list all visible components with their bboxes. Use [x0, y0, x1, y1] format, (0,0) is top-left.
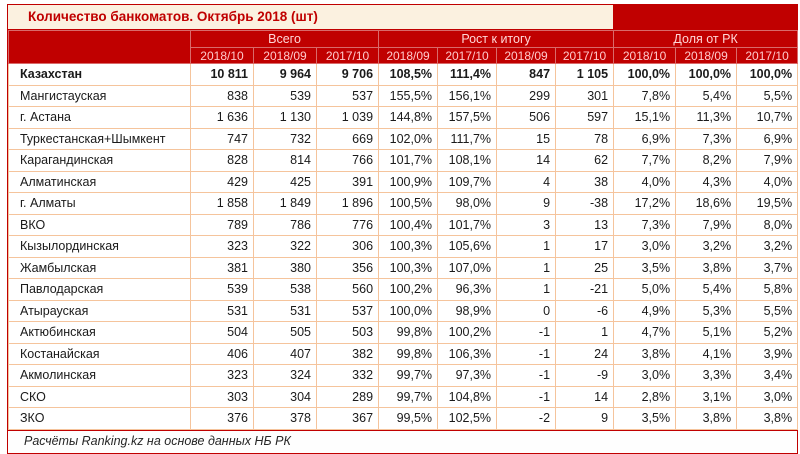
col-header-growth-abs-2017-10: 2017/10	[556, 48, 614, 64]
value-cell: 4,0%	[737, 171, 798, 193]
value-cell: 1	[497, 279, 556, 301]
source-note: Расчёты Ranking.kz на основе данных НБ РК	[8, 430, 797, 453]
value-cell: 332	[317, 365, 379, 387]
value-cell: -6	[556, 300, 614, 322]
value-cell: 98,9%	[438, 300, 497, 322]
value-cell: 15,1%	[614, 107, 676, 129]
value-cell: 108,1%	[438, 150, 497, 172]
value-cell: 3,3%	[676, 365, 737, 387]
value-cell: 537	[317, 300, 379, 322]
value-cell: 9 706	[317, 64, 379, 86]
value-cell: 503	[317, 322, 379, 344]
value-cell: 13	[556, 214, 614, 236]
value-cell: 100,5%	[379, 193, 438, 215]
value-cell: 11,3%	[676, 107, 737, 129]
value-cell: 7,9%	[737, 150, 798, 172]
region-name: г. Астана	[9, 107, 191, 129]
value-cell: 25	[556, 257, 614, 279]
value-cell: 1 105	[556, 64, 614, 86]
value-cell: 531	[191, 300, 254, 322]
value-cell: 100,9%	[379, 171, 438, 193]
value-cell: 5,4%	[676, 85, 737, 107]
value-cell: -2	[497, 408, 556, 430]
value-cell: 1 858	[191, 193, 254, 215]
value-cell: 100,3%	[379, 236, 438, 258]
region-name: Алматинская	[9, 171, 191, 193]
value-cell: 3,8%	[737, 408, 798, 430]
atm-report-table	[7, 4, 798, 454]
value-cell: -1	[497, 386, 556, 408]
value-cell: 380	[254, 257, 317, 279]
value-cell: 144,8%	[379, 107, 438, 129]
value-cell: 847	[497, 64, 556, 86]
value-cell: 5,5%	[737, 85, 798, 107]
value-cell: 7,9%	[676, 214, 737, 236]
value-cell: 425	[254, 171, 317, 193]
value-cell: 100,0%	[614, 64, 676, 86]
table-row	[9, 300, 798, 322]
value-cell: 3,9%	[737, 343, 798, 365]
value-cell: 747	[191, 128, 254, 150]
value-cell: 391	[317, 171, 379, 193]
value-cell: 157,5%	[438, 107, 497, 129]
table-row	[9, 408, 798, 430]
value-cell: 7,3%	[676, 128, 737, 150]
value-cell: 323	[191, 365, 254, 387]
value-cell: 24	[556, 343, 614, 365]
value-cell: 6,9%	[614, 128, 676, 150]
table-row	[9, 193, 798, 215]
value-cell: 107,0%	[438, 257, 497, 279]
value-cell: 367	[317, 408, 379, 430]
value-cell: 3,8%	[614, 343, 676, 365]
value-cell: 301	[556, 85, 614, 107]
value-cell: 381	[191, 257, 254, 279]
value-cell: 356	[317, 257, 379, 279]
region-name: Атырауская	[9, 300, 191, 322]
value-cell: 7,7%	[614, 150, 676, 172]
value-cell: -21	[556, 279, 614, 301]
value-cell: 100,4%	[379, 214, 438, 236]
value-cell: 322	[254, 236, 317, 258]
value-cell: 376	[191, 408, 254, 430]
table-row	[9, 85, 798, 107]
col-header-growth-pct-2017-10: 2017/10	[438, 48, 497, 64]
value-cell: 100,2%	[438, 322, 497, 344]
value-cell: 1 849	[254, 193, 317, 215]
value-cell: 100,3%	[379, 257, 438, 279]
header-group-row	[9, 31, 798, 48]
value-cell: -1	[497, 322, 556, 344]
value-cell: 732	[254, 128, 317, 150]
value-cell: 814	[254, 150, 317, 172]
value-cell: 101,7%	[379, 150, 438, 172]
value-cell: 506	[497, 107, 556, 129]
value-cell: 789	[191, 214, 254, 236]
value-cell: 828	[191, 150, 254, 172]
table-row	[9, 279, 798, 301]
table-row	[9, 386, 798, 408]
col-header-share-2018-09: 2018/09	[676, 48, 737, 64]
value-cell: 102,5%	[438, 408, 497, 430]
value-cell: -1	[497, 365, 556, 387]
value-cell: 108,5%	[379, 64, 438, 86]
value-cell: 3,1%	[676, 386, 737, 408]
value-cell: 0	[497, 300, 556, 322]
region-name: Павлодарская	[9, 279, 191, 301]
value-cell: 560	[317, 279, 379, 301]
value-cell: 4,1%	[676, 343, 737, 365]
value-cell: 766	[317, 150, 379, 172]
value-cell: 1	[497, 236, 556, 258]
value-cell: 776	[317, 214, 379, 236]
col-header-share-2017-10: 2017/10	[737, 48, 798, 64]
value-cell: 17,2%	[614, 193, 676, 215]
value-cell: 109,7%	[438, 171, 497, 193]
group-header-total: Всего	[191, 31, 379, 48]
value-cell: 539	[254, 85, 317, 107]
table-row	[9, 257, 798, 279]
table-row	[9, 236, 798, 258]
value-cell: 10 811	[191, 64, 254, 86]
table-row	[9, 322, 798, 344]
value-cell: 17	[556, 236, 614, 258]
value-cell: 8,0%	[737, 214, 798, 236]
value-cell: 1 039	[317, 107, 379, 129]
value-cell: 99,5%	[379, 408, 438, 430]
corner-cell	[9, 31, 191, 64]
value-cell: 3,4%	[737, 365, 798, 387]
value-cell: 4,0%	[614, 171, 676, 193]
value-cell: 9 964	[254, 64, 317, 86]
atm-stats-table	[8, 30, 798, 430]
region-name: Кызылординская	[9, 236, 191, 258]
value-cell: 1 896	[317, 193, 379, 215]
region-name: Мангистауская	[9, 85, 191, 107]
table-row	[9, 343, 798, 365]
value-cell: 9	[497, 193, 556, 215]
title-bar	[8, 5, 797, 30]
value-cell: 1 636	[191, 107, 254, 129]
value-cell: 15	[497, 128, 556, 150]
value-cell: 38	[556, 171, 614, 193]
region-name: Актюбинская	[9, 322, 191, 344]
value-cell: 407	[254, 343, 317, 365]
value-cell: 5,8%	[737, 279, 798, 301]
value-cell: 289	[317, 386, 379, 408]
value-cell: 3,2%	[676, 236, 737, 258]
col-header-total-2018-10: 2018/10	[191, 48, 254, 64]
value-cell: 9	[556, 408, 614, 430]
region-name: СКО	[9, 386, 191, 408]
value-cell: 99,8%	[379, 322, 438, 344]
value-cell: 111,4%	[438, 64, 497, 86]
value-cell: 14	[556, 386, 614, 408]
value-cell: 100,0%	[379, 300, 438, 322]
value-cell: 538	[254, 279, 317, 301]
value-cell: 378	[254, 408, 317, 430]
value-cell: 14	[497, 150, 556, 172]
value-cell: 5,4%	[676, 279, 737, 301]
value-cell: 155,5%	[379, 85, 438, 107]
value-cell: 78	[556, 128, 614, 150]
value-cell: 4,9%	[614, 300, 676, 322]
col-header-total-2018-09: 2018/09	[254, 48, 317, 64]
value-cell: 5,0%	[614, 279, 676, 301]
value-cell: 304	[254, 386, 317, 408]
table-body	[9, 64, 798, 430]
value-cell: 18,6%	[676, 193, 737, 215]
group-header-share: Доля от РК	[614, 31, 798, 48]
value-cell: 96,3%	[438, 279, 497, 301]
table-row	[9, 128, 798, 150]
value-cell: 1 130	[254, 107, 317, 129]
value-cell: 98,0%	[438, 193, 497, 215]
value-cell: 539	[191, 279, 254, 301]
region-name: Карагандинская	[9, 150, 191, 172]
value-cell: 531	[254, 300, 317, 322]
value-cell: 504	[191, 322, 254, 344]
value-cell: 62	[556, 150, 614, 172]
value-cell: 1	[556, 322, 614, 344]
value-cell: 537	[317, 85, 379, 107]
value-cell: 786	[254, 214, 317, 236]
col-header-total-2017-10: 2017/10	[317, 48, 379, 64]
col-header-share-2018-10: 2018/10	[614, 48, 676, 64]
value-cell: 4	[497, 171, 556, 193]
value-cell: 101,7%	[438, 214, 497, 236]
value-cell: 505	[254, 322, 317, 344]
value-cell: 3	[497, 214, 556, 236]
value-cell: 4,7%	[614, 322, 676, 344]
value-cell: 382	[317, 343, 379, 365]
value-cell: 306	[317, 236, 379, 258]
value-cell: 3,5%	[614, 257, 676, 279]
region-name: Акмолинская	[9, 365, 191, 387]
value-cell: 299	[497, 85, 556, 107]
region-name: ЗКО	[9, 408, 191, 430]
region-name: ВКО	[9, 214, 191, 236]
region-name: Казахстан	[9, 64, 191, 86]
value-cell: 4,3%	[676, 171, 737, 193]
region-name: г. Алматы	[9, 193, 191, 215]
value-cell: 5,5%	[737, 300, 798, 322]
table-row	[9, 64, 798, 86]
table-row	[9, 150, 798, 172]
value-cell: 5,1%	[676, 322, 737, 344]
value-cell: 669	[317, 128, 379, 150]
group-header-growth: Рост к итогу	[379, 31, 614, 48]
value-cell: 7,3%	[614, 214, 676, 236]
region-name: Туркестанская+Шымкент	[9, 128, 191, 150]
table-row	[9, 365, 798, 387]
value-cell: -1	[497, 343, 556, 365]
value-cell: 100,0%	[676, 64, 737, 86]
value-cell: 5,3%	[676, 300, 737, 322]
value-cell: 3,5%	[614, 408, 676, 430]
value-cell: -38	[556, 193, 614, 215]
value-cell: 99,7%	[379, 386, 438, 408]
value-cell: 3,8%	[676, 408, 737, 430]
value-cell: 100,0%	[737, 64, 798, 86]
value-cell: 99,7%	[379, 365, 438, 387]
col-header-growth-pct-2018-09: 2018/09	[379, 48, 438, 64]
table-row	[9, 107, 798, 129]
table-row	[9, 171, 798, 193]
col-header-growth-abs-2018-09: 2018/09	[497, 48, 556, 64]
value-cell: 156,1%	[438, 85, 497, 107]
value-cell: 3,0%	[737, 386, 798, 408]
value-cell: 3,7%	[737, 257, 798, 279]
value-cell: 7,8%	[614, 85, 676, 107]
value-cell: 100,2%	[379, 279, 438, 301]
value-cell: 597	[556, 107, 614, 129]
value-cell: 838	[191, 85, 254, 107]
value-cell: -9	[556, 365, 614, 387]
title-bar-red-segment	[613, 5, 797, 29]
value-cell: 19,5%	[737, 193, 798, 215]
table-row	[9, 214, 798, 236]
value-cell: 3,8%	[676, 257, 737, 279]
value-cell: 1	[497, 257, 556, 279]
value-cell: 8,2%	[676, 150, 737, 172]
value-cell: 104,8%	[438, 386, 497, 408]
value-cell: 99,8%	[379, 343, 438, 365]
value-cell: 3,0%	[614, 365, 676, 387]
page-title: Количество банкоматов. Октябрь 2018 (шт)	[8, 5, 613, 29]
value-cell: 3,2%	[737, 236, 798, 258]
value-cell: 106,3%	[438, 343, 497, 365]
value-cell: 429	[191, 171, 254, 193]
region-name: Костанайская	[9, 343, 191, 365]
value-cell: 5,2%	[737, 322, 798, 344]
region-name: Жамбылская	[9, 257, 191, 279]
value-cell: 324	[254, 365, 317, 387]
value-cell: 10,7%	[737, 107, 798, 129]
value-cell: 303	[191, 386, 254, 408]
value-cell: 105,6%	[438, 236, 497, 258]
value-cell: 6,9%	[737, 128, 798, 150]
value-cell: 406	[191, 343, 254, 365]
value-cell: 323	[191, 236, 254, 258]
value-cell: 111,7%	[438, 128, 497, 150]
value-cell: 3,0%	[614, 236, 676, 258]
value-cell: 2,8%	[614, 386, 676, 408]
value-cell: 97,3%	[438, 365, 497, 387]
value-cell: 102,0%	[379, 128, 438, 150]
